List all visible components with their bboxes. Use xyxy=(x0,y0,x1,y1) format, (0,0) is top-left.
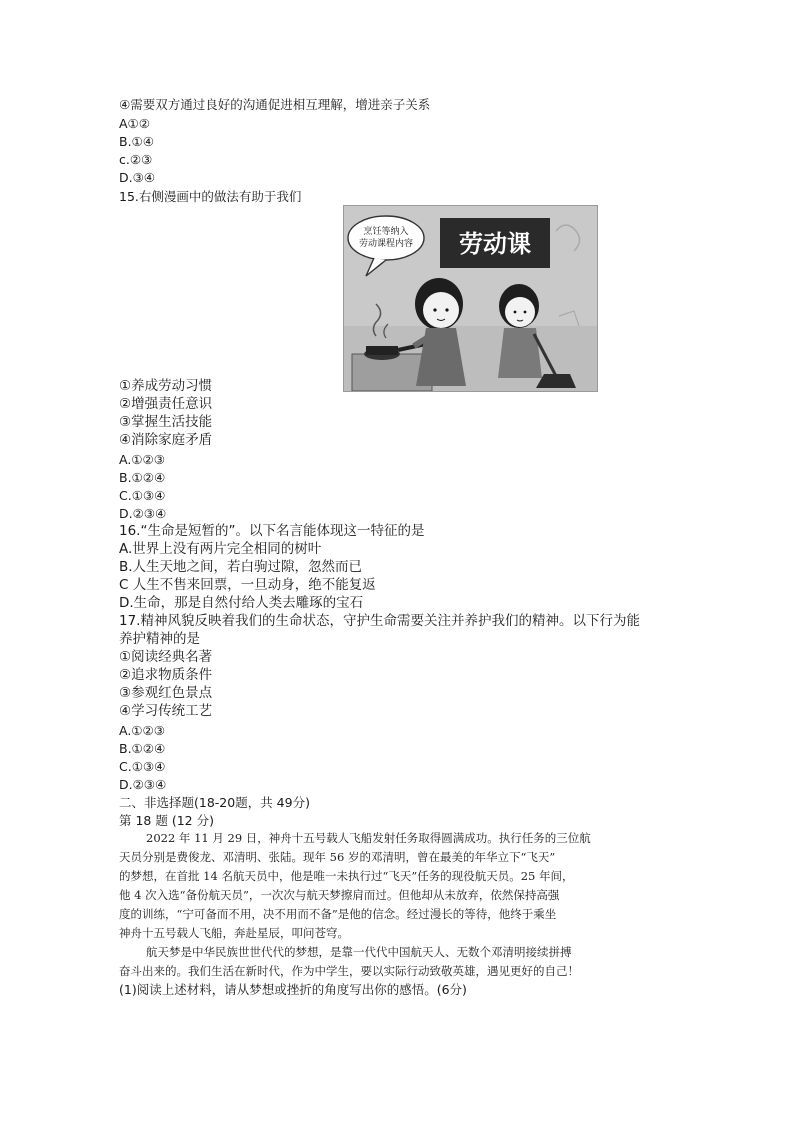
q16-option-c: C 人生不售来回票，一旦动身，绝不能复返 xyxy=(119,577,376,593)
passage-line-3: 的梦想，在首批 14 名航天员中，他是唯一未执行过“飞天”任务的现役航天员。25 年间， xyxy=(119,869,574,883)
sign-text: 劳动课 xyxy=(459,230,531,258)
q15-statement-1: ①养成劳动习惯 xyxy=(119,378,213,394)
girl2-face xyxy=(505,297,535,327)
passage-line-6: 神舟十五号载人飞船，奔赴星辰，叩问苍穹。 xyxy=(119,926,349,940)
passage-line-2: 天员分别是费俊龙、邓清明、张陆。现年 56 岁的邓清明，曾在最美的年华立下“飞天” xyxy=(119,850,556,864)
passage-line-7: 航天梦是中华民族世世代代的梦想，是靠一代代中国航天人、无数个邓清明接续拼搏 xyxy=(146,945,572,959)
q15-statement-3: ③掌握生活技能 xyxy=(119,414,213,430)
q18-subquestion-1: (1)阅读上述材料，请从梦想或挫折的角度写出你的感悟。(6分) xyxy=(119,982,467,997)
q17-option-b: B.①②④ xyxy=(119,741,166,756)
q17-stem-line2: 养护精神的是 xyxy=(119,631,200,647)
girl1-face xyxy=(423,292,459,328)
passage-line-5: 度的训练，“宁可备而不用，决不用而不备”是他的信念。经过漫长的等待，他终于乘坐 xyxy=(119,907,557,921)
passage-line-1: 2022 年 11 月 29 日，神舟十五号载人飞船发射任务取得圆满成功。执行任务的三位航 xyxy=(146,831,591,845)
q15-option-a: A.①②③ xyxy=(119,452,165,467)
q15-option-b: B.①②④ xyxy=(119,470,166,485)
labor-class-cartoon xyxy=(343,205,598,392)
passage-line-8: 奋斗出来的。我们生活在新时代，作为中学生，要以实际行动致敬英雄，遇见更好的自己！ xyxy=(119,964,579,978)
q17-option-c: C.①③④ xyxy=(119,759,166,774)
q15-option-c: C.①③④ xyxy=(119,488,166,503)
q16-option-b: B.人生天地之间，若白驹过隙，忽然而已 xyxy=(119,559,363,575)
q17-stem-line1: 17.精神风貌反映着我们的生命状态，守护生命需要关注并养护我们的精神。以下行为能 xyxy=(119,613,640,629)
q16-option-d: D.生命，那是自然付给人类去雕琢的宝石 xyxy=(119,595,364,611)
bubble-text-line1: 烹饪等纳入 xyxy=(363,227,409,237)
q14-option-c: c.②③ xyxy=(119,152,153,167)
section-2-title: 二、非选择题(18-20题，共 49分) xyxy=(119,795,310,810)
passage-line-4: 他 4 次入选“备份航天员”，一次次与航天梦擦肩而过。但他却从未放弃，依然保持高强 xyxy=(119,888,560,902)
q14-option-a: A①② xyxy=(119,116,150,131)
q17-statement-4: ④学习传统工艺 xyxy=(119,703,213,719)
q15-stem: 15.右侧漫画中的做法有助于我们 xyxy=(119,189,302,204)
q15-statement-2: ②增强责任意识 xyxy=(119,396,213,412)
q16-option-a: A.世界上没有两片完全相同的树叶 xyxy=(119,541,322,557)
q17-statement-3: ③参观红色景点 xyxy=(119,685,213,701)
bubble-text-line2: 劳动课程内容 xyxy=(358,239,414,249)
q14-statement-4: ④需要双方通过良好的沟通促进相互理解，增进亲子关系 xyxy=(119,97,431,112)
q14-option-b: B.①④ xyxy=(119,134,154,149)
speech-bubble xyxy=(348,216,424,260)
q17-statement-2: ②追求物质条件 xyxy=(119,667,213,683)
q16-stem: 16.“生命是短暂的”。以下名言能体现这一特征的是 xyxy=(119,523,425,539)
q18-title: 第 18 题 (12 分) xyxy=(119,813,214,828)
q17-option-d: D.②③④ xyxy=(119,777,167,792)
q15-option-d: D.②③④ xyxy=(119,506,167,521)
q15-statement-4: ④消除家庭矛盾 xyxy=(119,432,213,448)
q17-statement-1: ①阅读经典名著 xyxy=(119,649,213,665)
q17-option-a: A.①②③ xyxy=(119,723,165,738)
q14-option-d: D.③④ xyxy=(119,170,156,185)
